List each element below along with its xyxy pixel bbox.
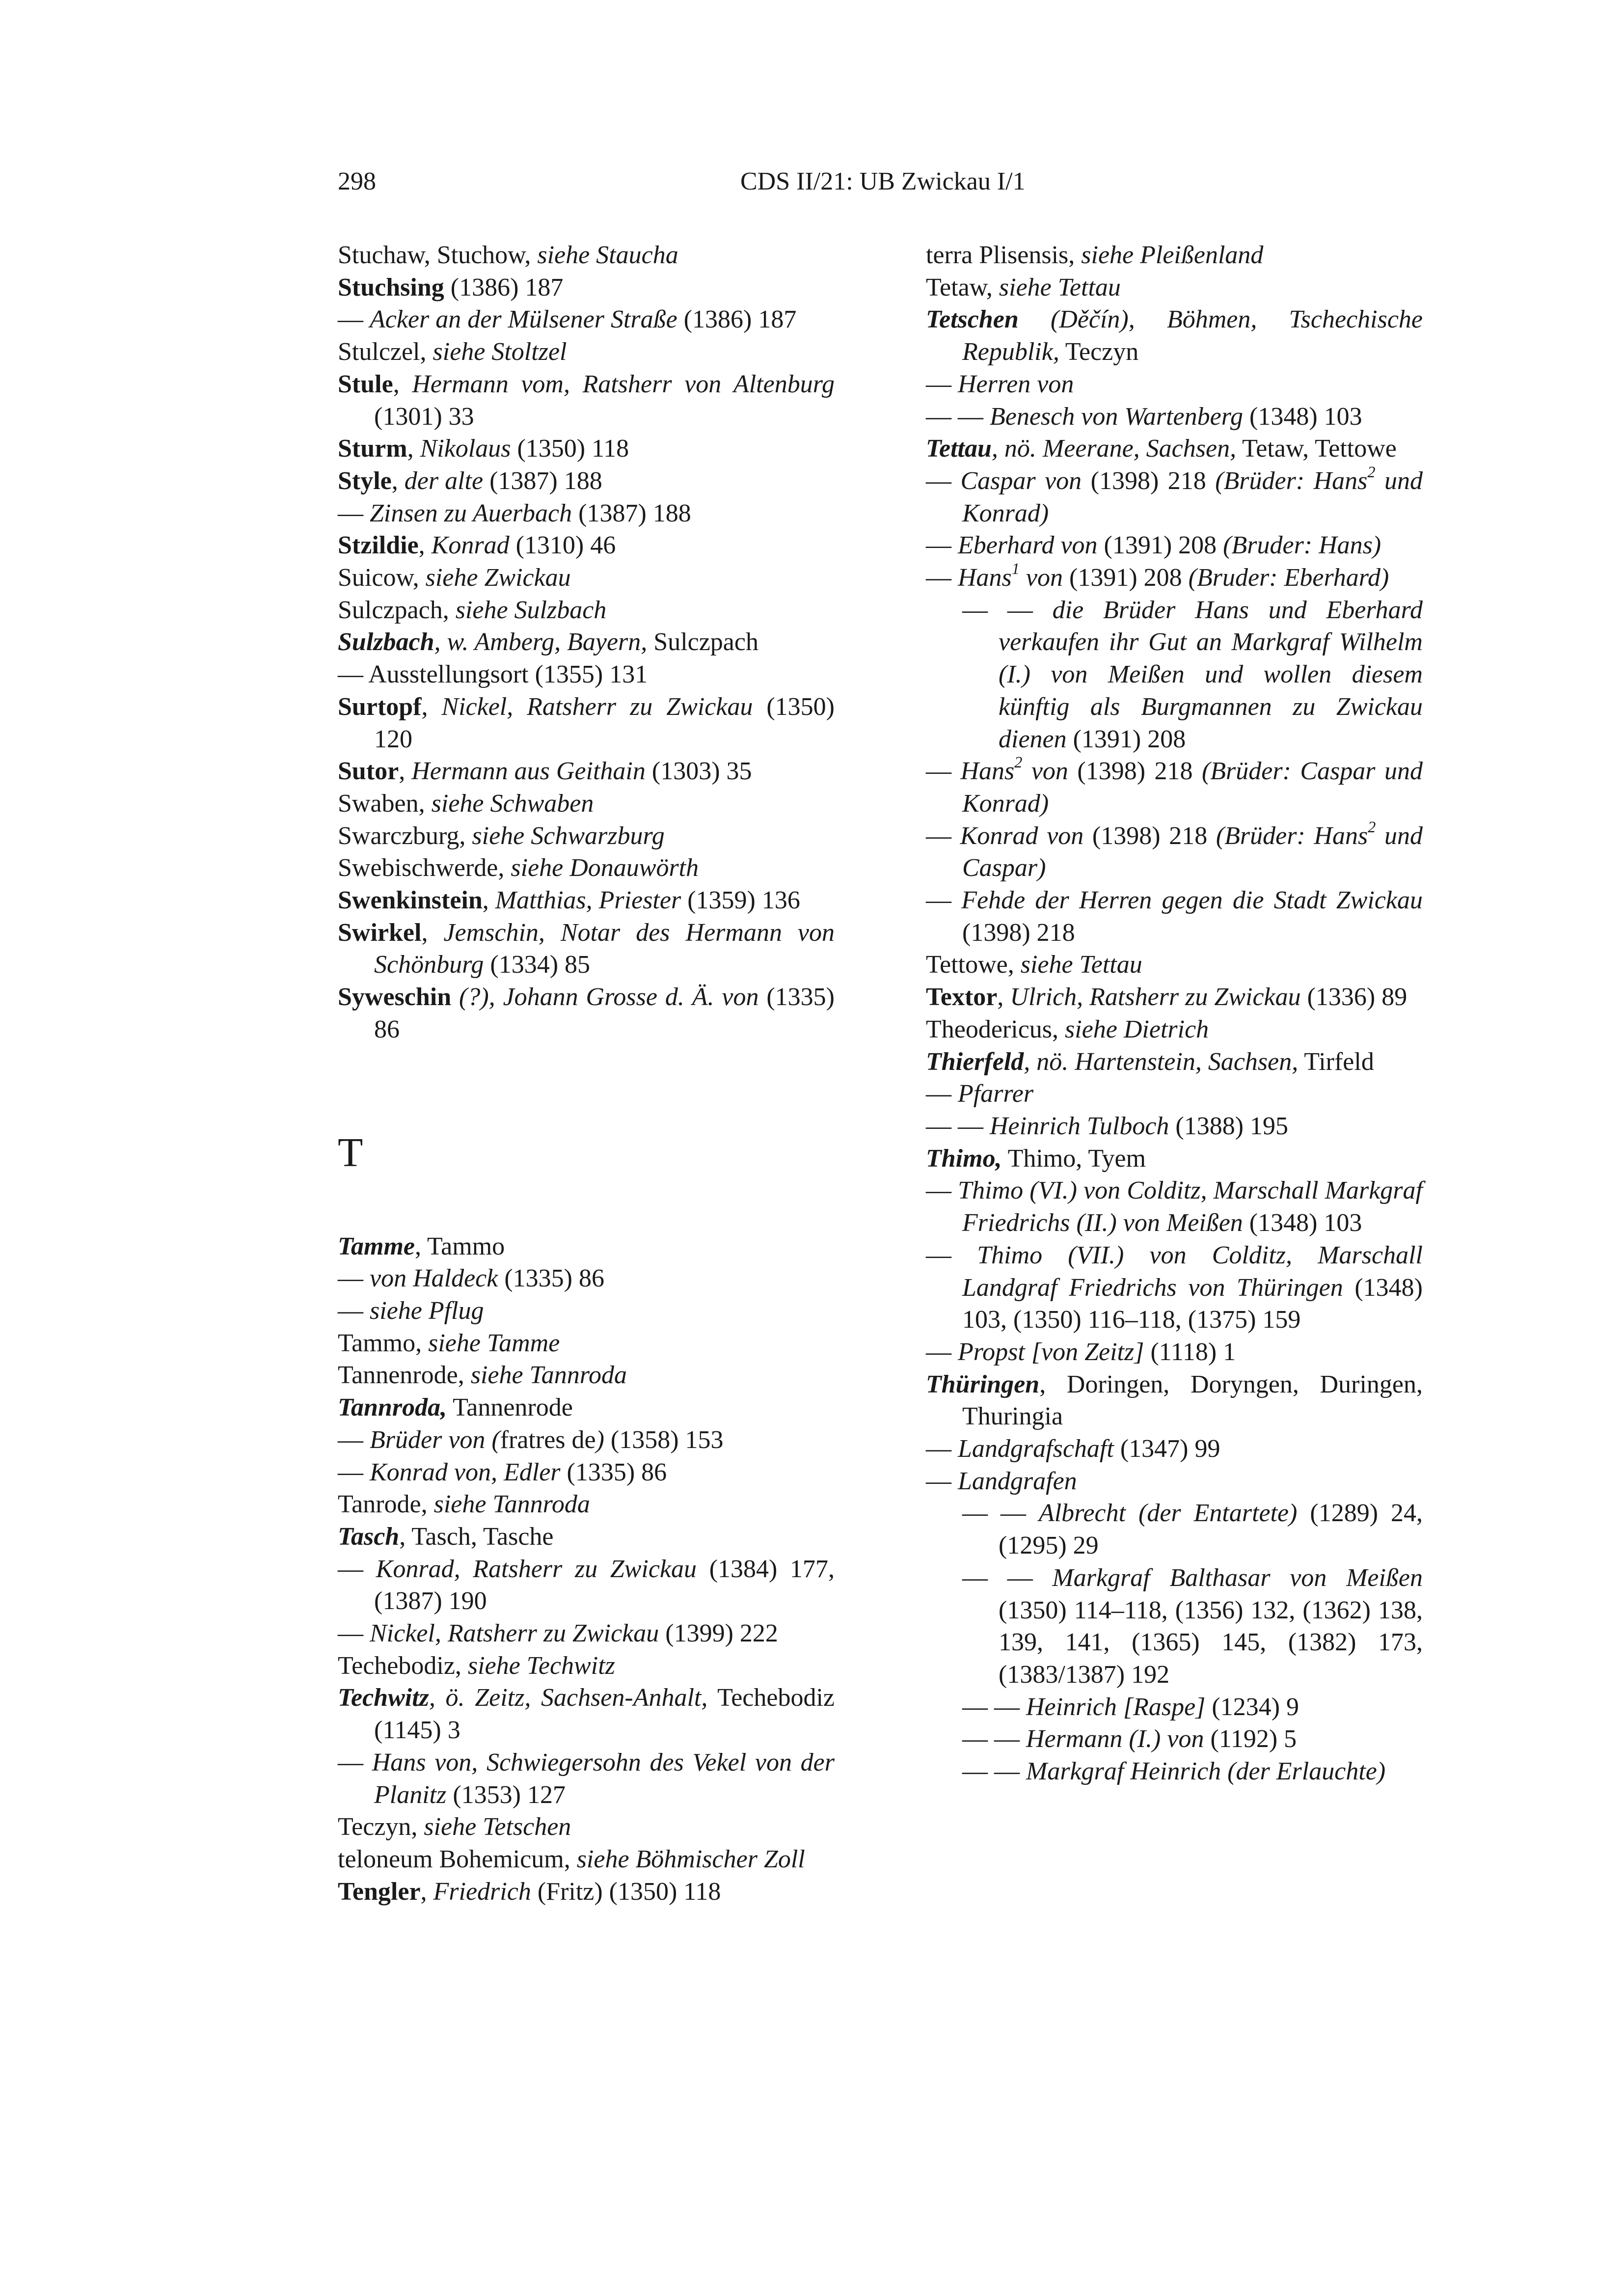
- index-entry: — Eberhard von (1391) 208 (Bruder: Hans): [926, 531, 1381, 560]
- index-entry: — Brüder von (fratres de) (1358) 153: [338, 1425, 724, 1454]
- index-entry: Thüringen, Doringen, Doryngen, Duringen, Thuringia: [926, 1370, 1423, 1431]
- index-entry: Stuchsing (1386) 187: [338, 273, 564, 301]
- index-entry: Tettau, nö. Meerane, Sachsen, Tetaw, Tettowe: [926, 435, 1397, 463]
- index-entry: — — Heinrich [Raspe] (1234) 9: [962, 1693, 1299, 1721]
- index-entry: — — Albrecht (der Entartete) (1289) 24, (1295) 29: [962, 1499, 1423, 1560]
- index-entry: — Hans$^1$ von (1391) 208 (Bruder: Eberhard): [926, 559, 1389, 592]
- index-entry: Tetaw, siehe Tettau: [926, 273, 1121, 301]
- section-letter: T: [338, 1129, 363, 1175]
- index-entry: — Pfarrer: [926, 1080, 1034, 1108]
- index-entry: Techwitz, ö. Zeitz, Sachsen-Anhalt, Techebodiz (1145) 3: [338, 1684, 835, 1745]
- index-entry: — — Markgraf Heinrich (der Erlauchte): [962, 1757, 1386, 1786]
- index-entry: Sulczpach, siehe Sulzbach: [338, 596, 607, 624]
- index-entry: Sulzbach, w. Amberg, Bayern, Sulczpach: [338, 628, 758, 656]
- index-entry: Surtopf, Nickel, Ratsherr zu Zwickau (1350) 120: [338, 692, 835, 753]
- index-entry: — Propst [von Zeitz] (1118) 1: [926, 1338, 1236, 1366]
- index-entry: terra Plisensis, siehe Pleißenland: [926, 241, 1264, 269]
- index-entry: — Konrad von (1398) 218 (Brüder: Hans$^2$ und Caspar): [926, 818, 1423, 882]
- index-entry: Tannroda, Tannenrode: [338, 1394, 573, 1422]
- index-entry: Techebodiz, siehe Techwitz: [338, 1651, 615, 1680]
- index-entry: — Landgrafschaft (1347) 99: [926, 1435, 1220, 1463]
- index-entry: — Landgrafen: [926, 1467, 1077, 1495]
- page-header: [338, 162, 1446, 201]
- index-entry: Swebischwerde, siehe Donauwörth: [338, 854, 699, 882]
- index-entry: teloneum Bohemicum, siehe Böhmischer Zoll: [338, 1845, 805, 1873]
- index-entry: Swirkel, Jemschin, Notar des Hermann von Schönburg (1334) 85: [338, 918, 835, 979]
- index-entry: Tetschen (Děčín), Böhmen, Tschechische Republik, Teczyn: [926, 305, 1423, 366]
- index-entry: Suicow, siehe Zwickau: [338, 564, 571, 592]
- index-entry: — siehe Pflug: [338, 1296, 484, 1325]
- page-number: 298: [338, 167, 376, 195]
- index-entry: — — Heinrich Tulboch (1388) 195: [926, 1112, 1289, 1140]
- index-entry: — Fehde der Herren gegen die Stadt Zwickau (1398) 218: [926, 886, 1423, 947]
- index-entry: Syweschin (?), Johann Grosse d. Ä. von (1335) 86: [338, 983, 835, 1043]
- index-entry: Swarczburg, siehe Schwarzburg: [338, 821, 665, 850]
- index-entry: — von Haldeck (1335) 86: [338, 1264, 604, 1293]
- index-entry: Tammo, siehe Tamme: [338, 1329, 560, 1357]
- index-entry: Stzildie, Konrad (1310) 46: [338, 531, 616, 560]
- index-entry: — Ausstellungsort (1355) 131: [338, 660, 648, 689]
- index-entry: Tettowe, siehe Tettau: [926, 951, 1142, 979]
- index-entry: Tasch, Tasch, Tasche: [338, 1522, 554, 1551]
- index-entry: — — Hermann (I.) von (1192) 5: [962, 1725, 1297, 1753]
- index-entry: — — Benesch von Wartenberg (1348) 103: [926, 402, 1362, 431]
- index-entry: Stulczel, siehe Stoltzel: [338, 338, 567, 366]
- index-entry: — Hans$^2$ von (1398) 218 (Brüder: Caspar und Konrad): [926, 753, 1423, 818]
- index-entry: Tengler, Friedrich (Fritz) (1350) 118: [338, 1877, 721, 1906]
- index-column-right: [926, 239, 1423, 1788]
- index-entry: Theodericus, siehe Dietrich: [926, 1015, 1209, 1043]
- index-entry: — Thimo (VI.) von Colditz, Marschall Markgraf Friedrichs (II.) von Meißen (1348) 103: [926, 1176, 1423, 1237]
- index-entry: — Konrad von, Edler (1335) 86: [338, 1458, 667, 1486]
- index-entry: — Hans von, Schwiegersohn des Vekel von der Planitz (1353) 127: [338, 1748, 835, 1809]
- index-entry: — Thimo (VII.) von Colditz, Marschall Landgraf Friedrichs von Thüringen (1348) 103, (1350) 116–118, (1375) 159: [926, 1241, 1423, 1334]
- index-entry: Teczyn, siehe Tetschen: [338, 1813, 571, 1841]
- index-entry: — Acker an der Mülsener Straße (1386) 187: [338, 305, 797, 334]
- index-entry: — Zinsen zu Auerbach (1387) 188: [338, 499, 691, 527]
- index-entry: — Caspar von (1398) 218 (Brüder: Hans$^2$ und Konrad): [926, 463, 1423, 527]
- index-entry: Thierfeld, nö. Hartenstein, Sachsen, Tirfeld: [926, 1047, 1374, 1076]
- index-entry: Thimo, Thimo, Tyem: [926, 1144, 1146, 1173]
- index-entry: — — die Brüder Hans und Eberhard verkaufen ihr Gut an Markgraf Wilhelm (I.) von Meißen und wollen diesem künftig als Burgmannen zu Zwickau dienen (1391) 208: [962, 596, 1423, 753]
- index-entry: Tamme, Tammo: [338, 1232, 505, 1260]
- index-column-left: [338, 239, 835, 1908]
- index-entry: Stuchaw, Stuchow, siehe Staucha: [338, 241, 678, 269]
- index-entry: Tanrode, siehe Tannroda: [338, 1490, 590, 1519]
- index-entry: — Herren von: [926, 370, 1074, 398]
- index-entry: Swaben, siehe Schwaben: [338, 789, 594, 818]
- index-entry: Stule, Hermann vom, Ratsherr von Altenburg (1301) 33: [338, 370, 835, 431]
- index-entry: — Konrad, Ratsherr zu Zwickau (1384) 177, (1387) 190: [338, 1555, 835, 1615]
- index-entry: Tannenrode, siehe Tannroda: [338, 1361, 627, 1390]
- index-entry: Swenkinstein, Matthias, Priester (1359) 136: [338, 886, 800, 915]
- index-entry: Sturm, Nikolaus (1350) 118: [338, 435, 629, 463]
- index-entry: — Nickel, Ratsherr zu Zwickau (1399) 222: [338, 1619, 778, 1648]
- index-entry: Textor, Ulrich, Ratsherr zu Zwickau (1336) 89: [926, 983, 1407, 1011]
- index-entry: Style, der alte (1387) 188: [338, 466, 602, 495]
- index-entry: — — Markgraf Balthasar von Meißen (1350) 114–118, (1356) 132, (1362) 138, 139, 141, (1365) 145, (1382) 173, (1383/1387) 192: [962, 1563, 1423, 1689]
- index-entry: Sutor, Hermann aus Geithain (1303) 35: [338, 757, 752, 786]
- running-head: CDS II/21: UB Zwickau I/1: [740, 167, 1026, 195]
